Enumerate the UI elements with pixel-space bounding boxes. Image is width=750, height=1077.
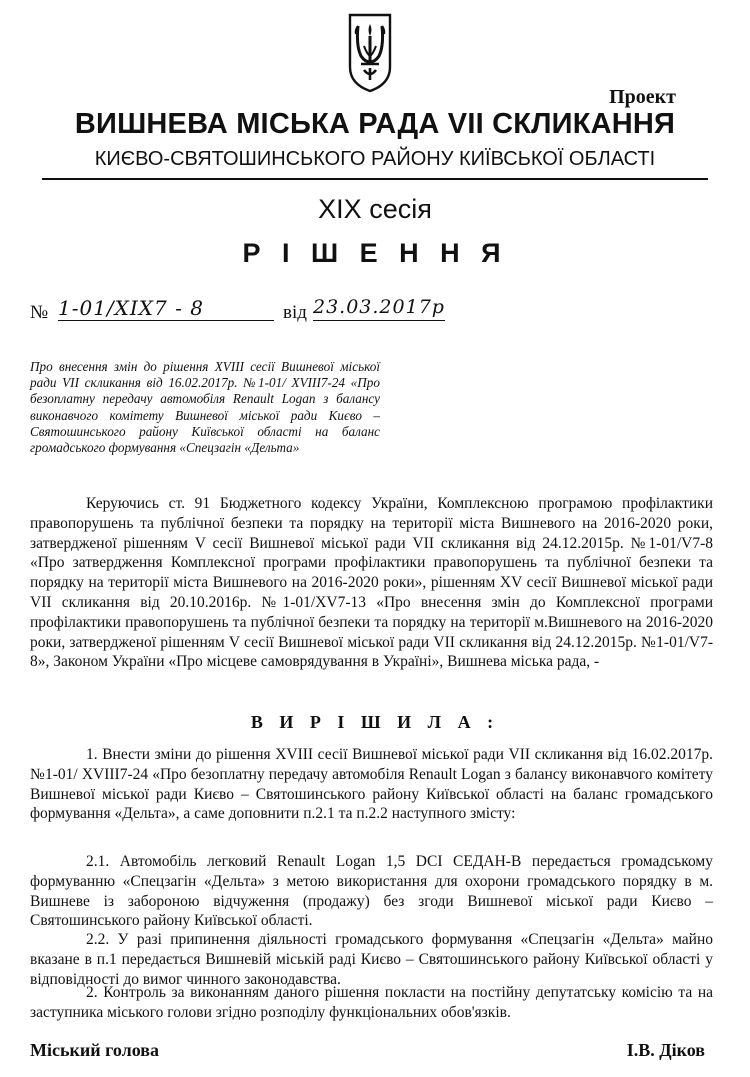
decision-date-value: 23.03.2017р — [313, 296, 445, 321]
basis-paragraph: Керуючись ст. 91 Бюджетного кодексу України, Комплексною програмою профілактики правопорушень та публічної безпеки та порядку на території міста Вишневого на 2016-2020 роки, затвердженої рішенням V сесії Вишневої міської ради VII скликання від 24.12.2015р. №1-01/V7-8 «Про затвердження Комплексної програми профілактики правопорушень та публічної безпеки та порядку на території міста Вишневого на 2016-2020 роки», рішенням XV сесії Вишневої міської ради VII скликання від 20.10.2016р. №1-01/XV7-13 «Про внесення змін до Комплексної програми профілактики правопорушень та публічної безпеки та порядку на території м.Вишневого на 2016-2020 роки, затвердженої рішенням V сесії Вишневої міської ради VII скликання від 24.12.2015р. №1-01/V7-8», Законом України «Про місцеве самоврядування в Україні», Вишнева міська рада, - — [30, 495, 713, 671]
item-1: 1. Внести зміни до рішення XVIII сесії Вишневої міської ради VII скликання від 16.02.2017р. №1-01/ XVIII7-24 «Про безоплатну передачу автомобіля Renault Logan з балансу виконавчого комітету Вишневої міської ради Києво – Святошинського району Київської області на баланс громадського формування «Дельта», а саме доповнити п.2.1 та п.2.2 наступного змісту: — [30, 746, 713, 823]
signature-name: І.В. Діков — [626, 1040, 705, 1060]
district-name: КИЄВО-СВЯТОШИНСЬКОГО РАЙОНУ КИЇВСЬКОЇ ОБЛАСТІ — [94, 148, 656, 170]
date-label: від — [283, 302, 307, 323]
council-name: ВИШНЕВА МІСЬКА РАДА VII СКЛИКАННЯ — [74, 108, 676, 140]
item-2-2: 2.2. У разі припинення діяльності громадського формування «Спецзагін «Дельта» майно вказане в п.1 передається Вишневій міській раді Києво – Святошинського району Київської області у відповідності до вимог чинного законодавства. — [30, 931, 713, 988]
project-label: Проект — [609, 86, 676, 108]
header-divider — [42, 178, 708, 180]
resolved-heading: В И Р І Ш И Л А : — [250, 712, 500, 732]
signature-title: Міський голова — [30, 1040, 159, 1060]
session-title: XIX сесія — [318, 194, 432, 224]
item-2: 2. Контроль за виконанням даного рішення покласти на постійну депутатську комісію та на заступника міського голови згідно розподілу функціональних обов'язків. — [30, 984, 713, 1021]
number-label: № — [30, 302, 49, 323]
decision-subject: Про внесення змін до рішення XVIII сесії Вишневої міської ради VII скликання від 16.02.2017р. №1-01/ XVIII7-24 «Про безоплатну передачу автомобіля Renault Logan з балансу виконавчого комітету Вишневої міської ради Києво – Святошинського району Київської області на баланс громадського формування «Спецзагін «Дельта» — [30, 359, 380, 456]
item-2-1: 2.1. Автомобіль легковий Renault Logan 1,5 DCI СЕДАН-B передається громадському формуванню «Спецзагін «Дельта» з метою використання для охорони громадського порядку в м. Вишневе із забороною відчуження (продажу) без згоди Вишневої міської ради Києво – Святошинського району Київської області. — [30, 853, 713, 930]
document-type-title: Р І Ш Е Н Н Я — [242, 238, 508, 268]
coat-of-arms-icon — [347, 12, 393, 94]
decision-number-row — [30, 294, 450, 326]
decision-number-value: 1-01/XIX7 - 8 — [58, 296, 274, 321]
